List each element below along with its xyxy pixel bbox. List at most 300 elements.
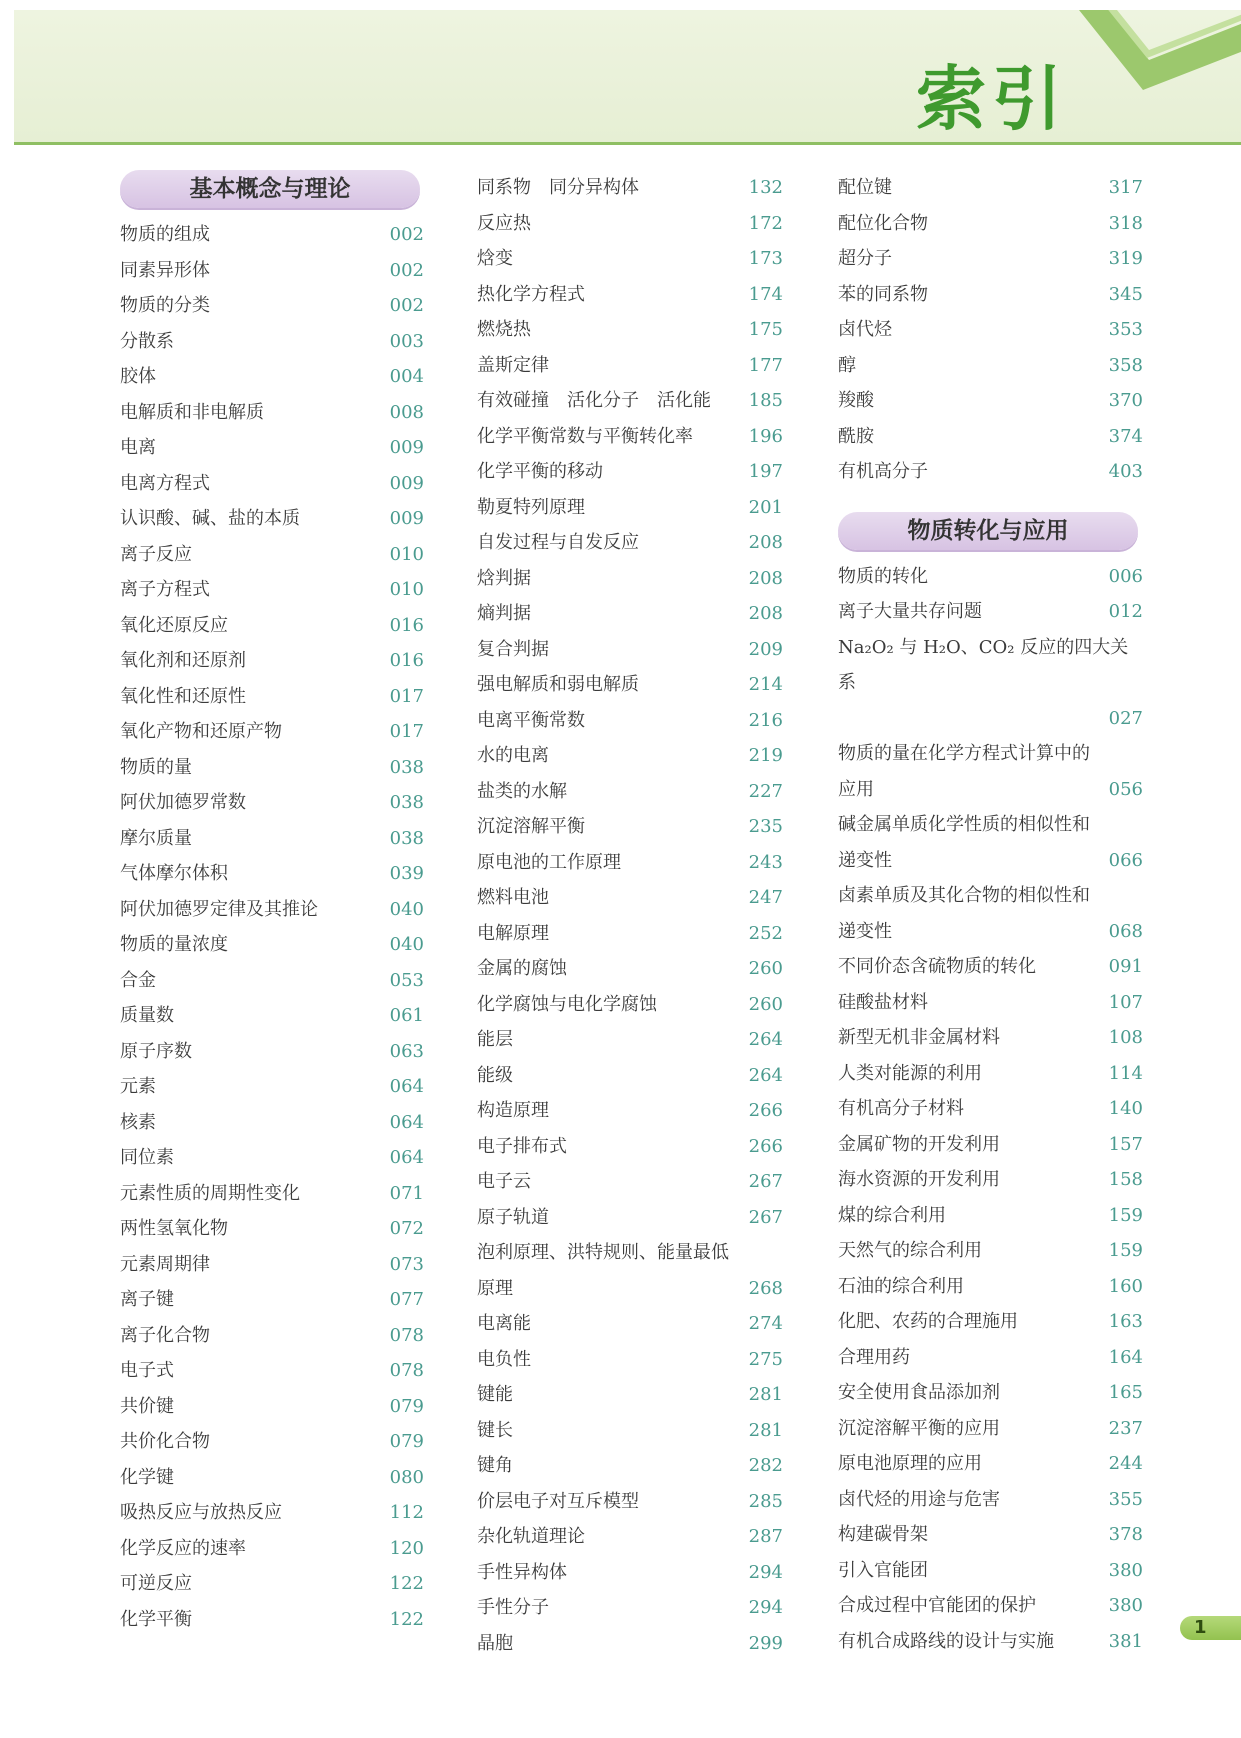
index-entry [120,785,424,821]
entry-page: 163 [1108,1311,1143,1332]
index-entry [838,1269,1143,1305]
index-entry [120,1495,424,1531]
entry-page: 208 [748,603,783,624]
entry-page: 003 [389,330,424,352]
entry-page: 157 [1108,1133,1143,1155]
entry-page: 053 [389,969,424,991]
entry-page: 209 [748,638,783,660]
index-entry [477,312,783,348]
entry-text: 新型无机非金属材料 [838,1027,1000,1048]
index-column-1 [120,170,424,1637]
entry-page: 219 [748,745,783,766]
index-entry [120,821,424,857]
index-entry [838,1198,1143,1234]
entry-text: 卤代烃 [838,319,892,340]
index-entry [838,1162,1143,1198]
entry-page: 160 [1108,1275,1143,1297]
entry-page: 355 [1108,1488,1143,1510]
index-entry [838,1340,1143,1376]
entry-page: 071 [389,1182,424,1204]
entry-text: 化肥、农药的合理施用 [838,1311,1018,1332]
entry-text: 电子排布式 [477,1135,567,1157]
entry-page: 244 [1108,1453,1143,1474]
entry-text: 沉淀溶解平衡 [477,816,585,837]
entry-page: 266 [748,1100,783,1121]
entry-page: 281 [748,1384,783,1405]
index-entry [477,1058,783,1094]
entry-text: 吸热反应与放热反应 [120,1502,282,1523]
index-entry [120,466,424,502]
entry-text: 物质的组成 [120,224,210,245]
entry-list-basic-2 [477,170,783,1235]
entry-text: 强电解质和弱电解质 [477,674,639,695]
index-entry [120,1566,424,1602]
entry-text: 原电池的工作原理 [477,851,621,873]
index-entry [477,809,783,845]
entry-text: 化学键 [120,1466,174,1488]
entry-text: 石油的综合利用 [838,1275,964,1297]
entry-page: 004 [389,366,424,387]
entry-text: 硅酸盐材料 [838,991,928,1013]
index-entry [477,987,783,1023]
index-entry [477,596,783,632]
index-entry [120,1389,424,1425]
entry-page: 243 [748,851,783,873]
entry-page: 237 [1108,1417,1143,1439]
entry-text-cont: 递变性 [838,849,892,871]
entry-text: 能级 [477,1064,513,1086]
entry-text: 勒夏特列原理 [477,496,585,518]
index-entry [477,561,783,597]
entry-text-cont: 应用 [838,778,874,800]
entry-page: 381 [1108,1630,1143,1652]
entry-page: 260 [748,993,783,1015]
index-entry [838,1446,1143,1482]
entry-page: 159 [1108,1240,1143,1261]
entry-page: 197 [748,461,783,482]
index-entry [120,608,424,644]
entry-page: 281 [748,1419,783,1441]
entry-text: 离子化合物 [120,1324,210,1346]
entry-page: 353 [1108,319,1143,340]
index-entry [477,1306,783,1342]
entry-text: 物质的转化 [838,565,928,587]
index-entry [120,998,424,1034]
index-entry [477,206,783,242]
entry-page: 078 [389,1360,424,1381]
entry-text: 电子式 [120,1360,174,1381]
entry-page: 177 [748,354,783,376]
entry-page: 275 [748,1348,783,1370]
index-entry [120,359,424,395]
entry-page: 038 [389,792,424,813]
entry-page: 165 [1108,1382,1143,1403]
index-entry [477,1626,783,1662]
entry-text: 电负性 [477,1348,531,1370]
entry-text: 化学平衡 [120,1608,192,1630]
entry-list-transform-2 [838,949,1143,1659]
entry-text: 元素周期律 [120,1253,210,1275]
entry-text: 有机高分子材料 [838,1098,964,1119]
entry-text: 阿伏加德罗常数 [120,792,246,813]
entry-page: 260 [748,958,783,979]
entry-text: 摩尔质量 [120,827,192,849]
entry-text: 合成过程中官能团的保护 [838,1595,1036,1616]
entry-text: 物质的量 [120,756,192,778]
index-entry [477,1555,783,1591]
entry-page: 174 [748,283,783,305]
entry-list-transform-1 [838,559,1143,630]
index-entry [838,878,1143,949]
entry-page: 282 [748,1455,783,1476]
entry-text: 构造原理 [477,1100,549,1121]
entry-page: 294 [748,1597,783,1618]
index-entry [120,1034,424,1070]
entry-text: 键角 [477,1455,513,1476]
index-entry [120,1531,424,1567]
entry-page: 078 [389,1324,424,1346]
index-entry [120,643,424,679]
entry-text: 燃烧热 [477,319,531,340]
entry-page: 068 [1108,920,1143,942]
entry-text: 卤代烃的用途与危害 [838,1488,1000,1510]
entry-text: 原电池原理的应用 [838,1453,982,1474]
entry-page: 027 [1108,707,1143,729]
index-entry [120,679,424,715]
entry-text: 电离方程式 [120,472,210,494]
index-entry [477,1342,783,1378]
entry-page: 073 [389,1253,424,1275]
entry-text: 离子反应 [120,543,192,565]
entry-page: 158 [1108,1169,1143,1190]
entry-text: 焓变 [477,248,513,269]
index-entry [838,312,1143,348]
entry-page: 017 [389,685,424,707]
entry-text: 共价键 [120,1395,174,1417]
entry-text: 化学平衡的移动 [477,461,603,482]
index-entry [120,1602,424,1638]
index-entry [477,1235,783,1306]
index-entry [477,1590,783,1626]
index-entry [120,1318,424,1354]
entry-page: 201 [748,496,783,518]
index-entry [120,1353,424,1389]
entry-page: 061 [389,1005,424,1026]
index-entry [120,1140,424,1176]
entry-text: 氧化产物和还原产物 [120,721,282,742]
entry-text: 有效碰撞 活化分子 活化能 [477,390,711,411]
entry-page: 266 [748,1135,783,1157]
entry-text: 原子序数 [120,1040,192,1062]
entry-page: 216 [748,709,783,731]
index-entry [838,1233,1143,1269]
index-entry [120,963,424,999]
entry-text: 焓判据 [477,567,531,589]
entry-page: 374 [1108,425,1143,447]
index-entry [838,1375,1143,1411]
entry-text: 复合判据 [477,638,549,660]
entry-page: 172 [748,212,783,234]
section-heading-basic: 基本概念与理论 [120,170,420,208]
entry-text: 化学平衡常数与平衡转化率 [477,425,693,447]
entry-page: 370 [1108,390,1143,411]
entry-page: 039 [389,863,424,884]
index-entry [120,714,424,750]
index-entry [838,348,1143,384]
index-entry [477,241,783,277]
index-entry [838,559,1143,595]
index-entry [120,1424,424,1460]
entry-text: 氧化性和还原性 [120,685,246,707]
entry-page: 009 [389,472,424,494]
index-entry [477,1164,783,1200]
entry-text: 苯的同系物 [838,283,928,305]
entry-page: 038 [389,756,424,778]
entry-text: 阿伏加德罗定律及其推论 [120,898,318,920]
entry-text: 电离平衡常数 [477,709,585,731]
entry-page: 268 [748,1277,783,1299]
index-entry [120,927,424,963]
entry-text: 水的电离 [477,745,549,766]
entry-page: 107 [1108,991,1143,1013]
entry-text: 天然气的综合利用 [838,1240,982,1261]
index-entry [477,1200,783,1236]
entry-text: 醇 [838,354,856,376]
entry-text: 海水资源的开发利用 [838,1169,1000,1190]
entry-text: 金属矿物的开发利用 [838,1133,1000,1155]
entry-text: 电离能 [477,1313,531,1334]
entry-page: 252 [748,922,783,944]
entry-text: 离子方程式 [120,579,210,600]
entry-text: 自发过程与自发反应 [477,532,639,553]
entry-text: 手性分子 [477,1597,549,1618]
index-entry [477,348,783,384]
index-entry [477,1413,783,1449]
entry-page: 214 [748,674,783,695]
entry-page: 064 [389,1147,424,1168]
entry-text: Na₂O₂ 与 H₂O、CO₂ 反应的四大关系 [838,636,1129,693]
entry-text: 盖斯定律 [477,354,549,376]
entry-page: 012 [1108,601,1143,622]
entry-text: 碱金属单质化学性质的相似性和 [838,814,1090,835]
entry-text: 价层电子对互斥模型 [477,1490,639,1512]
entry-page: 006 [1108,565,1143,587]
index-entry [477,880,783,916]
entry-list-basic-3 [477,1306,783,1661]
index-entry [838,1304,1143,1340]
index-entry [838,383,1143,419]
index-entry [120,253,424,289]
entry-page: 318 [1108,212,1143,234]
entry-page: 112 [389,1502,424,1523]
entry-page: 016 [389,650,424,671]
entry-page: 358 [1108,354,1143,376]
index-entry [477,738,783,774]
entry-text: 人类对能源的利用 [838,1062,982,1084]
entry-text: 反应热 [477,212,531,234]
entry-text: 沉淀溶解平衡的应用 [838,1417,1000,1439]
entry-text: 化学腐蚀与电化学腐蚀 [477,993,657,1015]
entry-text: 卤素单质及其化合物的相似性和 [838,885,1090,906]
entry-page: 122 [389,1573,424,1594]
index-entry [477,170,783,206]
entry-page: 380 [1108,1559,1143,1581]
index-entry [838,454,1143,490]
entry-page: 175 [748,319,783,340]
entry-text: 同位素 [120,1147,174,1168]
index-entry [477,1093,783,1129]
entry-text: 有机合成路线的设计与实施 [838,1630,1054,1652]
entry-text: 共价化合物 [120,1431,210,1452]
index-entry [120,1211,424,1247]
index-entry [120,217,424,253]
entry-page: 002 [389,259,424,281]
index-entry [477,951,783,987]
entry-text: 引入官能团 [838,1559,928,1581]
entry-page: 294 [748,1561,783,1583]
entry-page: 066 [1108,849,1143,871]
entry-text: 热化学方程式 [477,283,585,305]
index-entry [477,774,783,810]
index-entry [477,454,783,490]
section-heading-transform: 物质转化与应用 [838,512,1138,550]
index-entry [120,430,424,466]
entry-page: 002 [389,224,424,245]
entry-page: 072 [389,1218,424,1239]
index-entry [477,1448,783,1484]
entry-text: 两性氢氧化物 [120,1218,228,1239]
entry-page: 185 [748,390,783,411]
index-entry [120,395,424,431]
entry-text: 物质的量浓度 [120,934,228,955]
entry-text: 有机高分子 [838,461,928,482]
index-entry [120,892,424,928]
index-entry [838,1020,1143,1056]
entry-text: 燃料电池 [477,887,549,908]
index-entry [838,594,1143,630]
index-entry [477,845,783,881]
index-entry [477,1129,783,1165]
entry-page: 196 [748,425,783,447]
entry-page: 038 [389,827,424,849]
entry-text: 煤的综合利用 [838,1204,946,1226]
index-entry [120,1282,424,1318]
index-entry [120,324,424,360]
entry-page: 122 [389,1608,424,1630]
entry-page: 299 [748,1632,783,1654]
index-entry [120,1069,424,1105]
entry-text: 配位键 [838,177,892,198]
entry-page: 164 [1108,1346,1143,1368]
entry-page: 002 [389,295,424,316]
entry-text: 键能 [477,1384,513,1405]
entry-page: 267 [748,1171,783,1192]
entry-page: 080 [389,1466,424,1488]
entry-page: 227 [748,780,783,802]
entry-page: 140 [1108,1098,1143,1119]
entry-page: 345 [1108,283,1143,305]
index-entry [838,1482,1143,1518]
entry-page: 063 [389,1040,424,1062]
entry-page: 132 [748,177,783,198]
entry-text: 气体摩尔体积 [120,863,228,884]
index-column-3 [838,170,1143,1659]
entry-page: 016 [389,614,424,636]
entry-page: 285 [748,1490,783,1512]
index-entry [120,572,424,608]
entry-page: 017 [389,721,424,742]
index-entry [120,1247,424,1283]
index-entry [838,206,1143,242]
entry-text: 金属的腐蚀 [477,958,567,979]
index-entry [120,1460,424,1496]
entry-text: 羧酸 [838,390,874,411]
entry-text: 超分子 [838,248,892,269]
entry-page: 317 [1108,177,1143,198]
entry-page: 208 [748,567,783,589]
entry-text: 同素异形体 [120,259,210,281]
index-entry [838,1411,1143,1447]
entry-page: 009 [389,437,424,458]
entry-text: 氧化还原反应 [120,614,228,636]
entry-text: 酰胺 [838,425,874,447]
index-entry [120,750,424,786]
entry-page: 008 [389,401,424,423]
entry-text: 核素 [120,1111,156,1133]
entry-text: 能层 [477,1029,513,1050]
entry-text: 原子轨道 [477,1206,549,1228]
index-entry [477,383,783,419]
index-entry [477,1377,783,1413]
index-entry [838,241,1143,277]
entry-text: 物质的量在化学方程式计算中的 [838,743,1090,764]
entry-page: 173 [748,248,783,269]
index-column-2 [477,170,783,1661]
entry-text: 杂化轨道理论 [477,1526,585,1547]
index-entry [838,1553,1143,1589]
index-entry [120,501,424,537]
entry-text: 不同价态含硫物质的转化 [838,956,1036,977]
index-entry [477,1519,783,1555]
index-entry [838,736,1143,807]
entry-page: 009 [389,508,424,529]
entry-page: 064 [389,1111,424,1133]
entry-page: 114 [1108,1062,1143,1084]
index-header-banner [14,10,1241,145]
index-entry [120,856,424,892]
index-entry [477,1022,783,1058]
entry-text: 元素 [120,1076,156,1097]
index-entry [838,1091,1143,1127]
entry-text: 安全使用食品添加剂 [838,1382,1000,1403]
entry-text: 氧化剂和还原剂 [120,650,246,671]
entry-text: 化学反应的速率 [120,1537,246,1559]
entry-page: 380 [1108,1595,1143,1616]
entry-page: 235 [748,816,783,837]
entry-page: 378 [1108,1524,1143,1545]
entry-text: 电解质和非电解质 [120,401,264,423]
entry-list-basic-4 [838,170,1143,490]
index-entry [120,288,424,324]
entry-text: 同系物 同分异构体 [477,177,639,198]
index-entry [477,277,783,313]
index-entry [838,1127,1143,1163]
index-entry [120,1105,424,1141]
entry-page: 120 [389,1537,424,1559]
entry-text: 离子键 [120,1289,174,1310]
index-entry [838,630,1143,737]
entry-text: 可逆反应 [120,1573,192,1594]
